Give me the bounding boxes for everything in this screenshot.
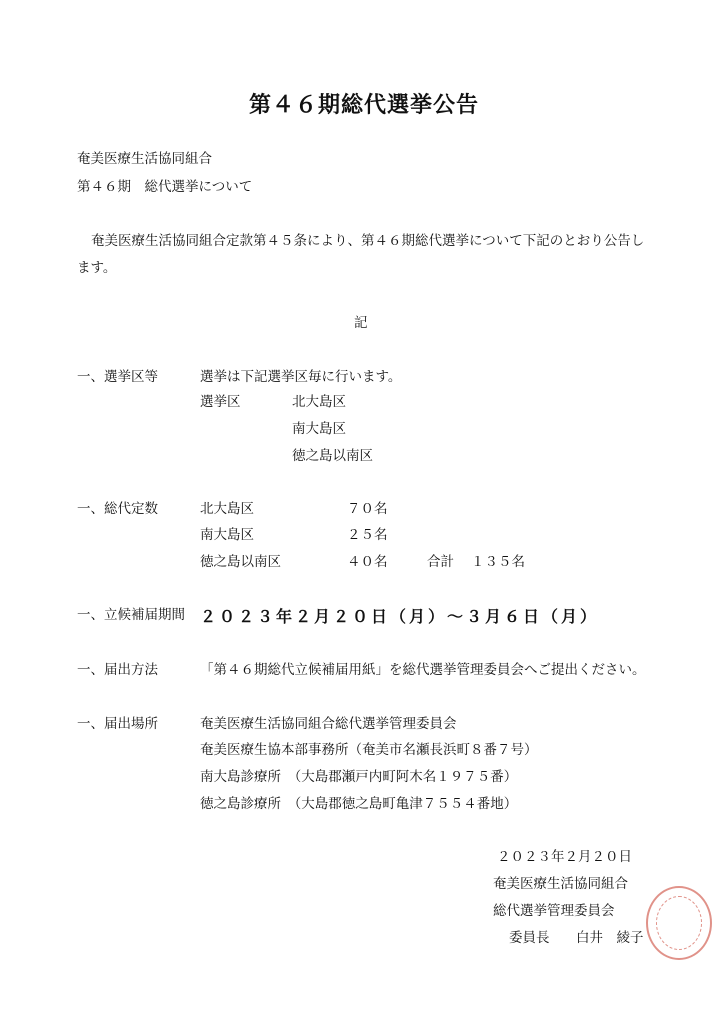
quota-count-2: ２５名 <box>347 527 388 543</box>
ki-heading: 記 <box>354 315 368 331</box>
place-line-1: 奄美医療生活協同組合総代選挙管理委員会 <box>200 716 457 732</box>
item1-sublabel: 選挙区 <box>200 394 241 410</box>
district-1: 北大島区 <box>292 394 346 410</box>
intro-line-1: 奄美医療生活協同組合定款第４５条により、第４６期総代選挙について下記のとおり公告し <box>91 233 645 249</box>
quota-count-1: ７０名 <box>347 501 388 517</box>
seal-stamp <box>646 886 712 960</box>
total-value: １３５名 <box>471 554 525 570</box>
filing-period: ２０２３年２月２０日（月）～３月６日（月） <box>200 607 600 626</box>
page-title: 第４６期総代選挙公告 <box>248 93 479 118</box>
item1-text: 選挙は下記選挙区毎に行います。 <box>200 369 402 385</box>
quota-district-3: 徳之島以南区 <box>200 554 281 570</box>
item5-label: 一、届出場所 <box>77 716 158 732</box>
footer-committee: 総代選挙管理委員会 <box>493 903 615 919</box>
place-line-2: 奄美医療生協本部事務所（奄美市名瀬長浜町８番７号） <box>200 742 538 758</box>
footer-org: 奄美医療生活協同組合 <box>493 876 628 892</box>
notice-date: ２０２３年２月２０日 <box>497 849 632 865</box>
intro-line-2: ます。 <box>77 260 117 276</box>
org-name: 奄美医療生活協同組合 <box>77 151 212 167</box>
district-2: 南大島区 <box>292 421 346 437</box>
place-line-3: 南大島診療所 （大島郡瀬戸内町阿木名１９７５番） <box>200 769 518 785</box>
total-label: 合計 <box>427 554 454 570</box>
item1-label: 一、選挙区等 <box>77 369 158 385</box>
item4-text: 「第４６期総代立候補届用紙」を総代選挙管理委員会へご提出ください。 <box>200 662 646 678</box>
item3-label: 一、立候補届期間 <box>77 607 185 623</box>
quota-district-2: 南大島区 <box>200 527 254 543</box>
item4-label: 一、届出方法 <box>77 662 158 678</box>
item2-label: 一、総代定数 <box>77 501 158 517</box>
chair-title: 委員長 <box>509 930 550 946</box>
district-3: 徳之島以南区 <box>292 448 373 464</box>
place-line-4: 徳之島診療所 （大島郡徳之島町亀津７５５４番地） <box>200 796 518 812</box>
quota-count-3: ４０名 <box>347 554 388 570</box>
chair-name: 白井 綾子 <box>576 930 644 946</box>
quota-district-1: 北大島区 <box>200 501 254 517</box>
subject-line: 第４６期 総代選挙について <box>77 179 253 195</box>
